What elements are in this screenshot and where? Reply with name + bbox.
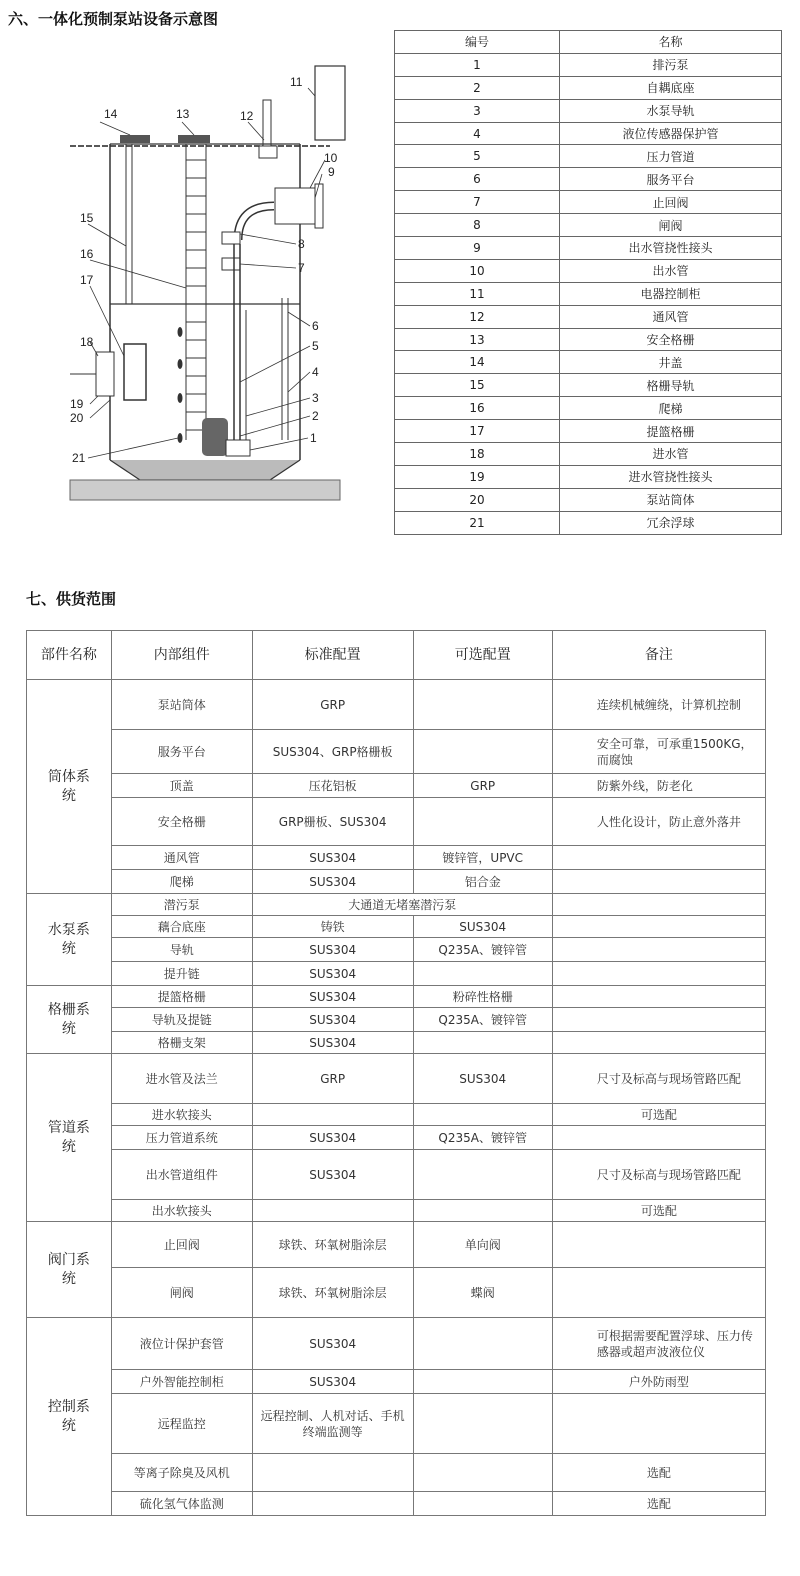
table-row [395, 145, 782, 168]
label-11: 11 [290, 75, 303, 89]
label-5: 5 [312, 339, 319, 353]
label-2: 2 [312, 409, 319, 423]
table-row [395, 76, 782, 99]
remark [552, 1126, 765, 1150]
label-18: 18 [80, 335, 94, 349]
component-name: 硫化氢气体监测 [111, 1492, 252, 1516]
part-name: 泵站筒体 [560, 488, 782, 511]
remark [552, 870, 765, 894]
standard-config: SUS304 [252, 846, 413, 870]
table-row [395, 374, 782, 397]
optional-config [413, 1200, 552, 1222]
label-21: 21 [72, 451, 86, 465]
optional-config: 铝合金 [413, 870, 552, 894]
part-name: 止回阀 [560, 191, 782, 214]
component-name: 泵站筒体 [111, 680, 252, 730]
optional-config [413, 1104, 552, 1126]
remark: 可选配 [552, 1200, 765, 1222]
part-name: 爬梯 [560, 397, 782, 420]
standard-config: SUS304 [252, 1370, 413, 1394]
group-name: 筒体系统 [27, 680, 112, 894]
component-name: 服务平台 [111, 730, 252, 774]
label-6: 6 [312, 319, 319, 333]
standard-config: 铸铁 [252, 916, 413, 938]
parts-header-name: 名称 [560, 31, 782, 54]
component-name: 进水管及法兰 [111, 1054, 252, 1104]
remark: 安全可靠，可承重1500KG，而腐蚀 [552, 730, 765, 774]
standard-config: 大通道无堵塞潜污泵 [252, 894, 552, 916]
standard-config [252, 1454, 413, 1492]
optional-config: GRP [413, 774, 552, 798]
table-row [27, 1370, 766, 1394]
parts-header-number: 编号 [395, 31, 560, 54]
remark [552, 1008, 765, 1032]
pump-station-diagram [60, 60, 350, 520]
component-name: 爬梯 [111, 870, 252, 894]
label-3: 3 [312, 391, 319, 405]
part-number: 18 [395, 443, 560, 466]
standard-config: SUS304 [252, 1032, 413, 1054]
part-number: 1 [395, 53, 560, 76]
component-name: 液位计保护套管 [111, 1318, 252, 1370]
label-17: 17 [80, 273, 94, 287]
optional-config [413, 962, 552, 986]
remark [552, 1394, 765, 1454]
table-row [395, 191, 782, 214]
part-number: 12 [395, 305, 560, 328]
remark: 可根据需要配置浮球、压力传感器或超声波液位仪 [552, 1318, 765, 1370]
table-row [395, 443, 782, 466]
remark: 防紫外线，防老化 [552, 774, 765, 798]
component-name: 止回阀 [111, 1222, 252, 1268]
table-row [27, 798, 766, 846]
table-row [27, 1104, 766, 1126]
optional-config [413, 1454, 552, 1492]
label-19: 19 [70, 397, 84, 411]
component-name: 闸阀 [111, 1268, 252, 1318]
optional-config [413, 1370, 552, 1394]
table-row [27, 870, 766, 894]
table-row [27, 680, 766, 730]
section-6-title: 六、一体化预制泵站设备示意图 [8, 10, 219, 28]
supply-header-cell: 可选配置 [413, 631, 552, 680]
remark: 人性化设计，防止意外落井 [552, 798, 765, 846]
optional-config [413, 1492, 552, 1516]
remark [552, 1222, 765, 1268]
standard-config: GRP [252, 1054, 413, 1104]
label-9: 9 [328, 165, 335, 179]
remark [552, 894, 765, 916]
standard-config: SUS304 [252, 986, 413, 1008]
table-row [27, 938, 766, 962]
table-row [27, 846, 766, 870]
table-row [27, 986, 766, 1008]
table-row [395, 53, 782, 76]
optional-config [413, 1318, 552, 1370]
component-name: 安全格栅 [111, 798, 252, 846]
standard-config: 远程控制、人机对话、手机终端监测等 [252, 1394, 413, 1454]
optional-config: Q235A、镀锌管 [413, 1126, 552, 1150]
table-row [395, 488, 782, 511]
part-name: 出水管挠性接头 [560, 237, 782, 260]
table-row [27, 1222, 766, 1268]
part-number: 20 [395, 488, 560, 511]
part-number: 13 [395, 328, 560, 351]
table-row [395, 397, 782, 420]
optional-config: 单向阀 [413, 1222, 552, 1268]
part-name: 压力管道 [560, 145, 782, 168]
standard-config: SUS304 [252, 1318, 413, 1370]
part-name: 自耦底座 [560, 76, 782, 99]
standard-config: SUS304 [252, 938, 413, 962]
standard-config [252, 1200, 413, 1222]
label-16: 16 [80, 247, 94, 261]
supply-header-row [27, 631, 766, 680]
part-number: 10 [395, 259, 560, 282]
component-name: 出水管道组件 [111, 1150, 252, 1200]
table-row [27, 1032, 766, 1054]
optional-config [413, 798, 552, 846]
remark [552, 986, 765, 1008]
standard-config: GRP [252, 680, 413, 730]
table-row [395, 99, 782, 122]
remark [552, 1268, 765, 1318]
remark [552, 846, 765, 870]
table-row [27, 1054, 766, 1104]
remark [552, 962, 765, 986]
component-name: 等离子除臭及风机 [111, 1454, 252, 1492]
group-name: 水泵系统 [27, 894, 112, 986]
standard-config: 压花铝板 [252, 774, 413, 798]
remark: 选配 [552, 1454, 765, 1492]
table-row [395, 351, 782, 374]
optional-config [413, 730, 552, 774]
label-8: 8 [298, 237, 305, 251]
standard-config: SUS304、GRP格栅板 [252, 730, 413, 774]
part-name: 服务平台 [560, 168, 782, 191]
table-row [395, 511, 782, 534]
part-number: 17 [395, 420, 560, 443]
table-row [27, 916, 766, 938]
component-name: 户外智能控制柜 [111, 1370, 252, 1394]
remark: 连续机械缠绕，计算机控制 [552, 680, 765, 730]
component-name: 格栅支架 [111, 1032, 252, 1054]
component-name: 压力管道系统 [111, 1126, 252, 1150]
optional-config: 蝶阀 [413, 1268, 552, 1318]
standard-config [252, 1492, 413, 1516]
component-name: 导轨 [111, 938, 252, 962]
table-row [27, 1492, 766, 1516]
table-row [395, 465, 782, 488]
standard-config: SUS304 [252, 962, 413, 986]
part-number: 8 [395, 214, 560, 237]
table-row [395, 282, 782, 305]
label-4: 4 [312, 365, 319, 379]
component-name: 远程监控 [111, 1394, 252, 1454]
group-name: 阀门系统 [27, 1222, 112, 1318]
optional-config [413, 1394, 552, 1454]
table-row [27, 730, 766, 774]
part-name: 水泵导轨 [560, 99, 782, 122]
label-13: 13 [176, 107, 190, 121]
remark: 户外防雨型 [552, 1370, 765, 1394]
part-number: 4 [395, 122, 560, 145]
standard-config: SUS304 [252, 1008, 413, 1032]
part-name: 闸阀 [560, 214, 782, 237]
group-name: 控制系统 [27, 1318, 112, 1516]
part-number: 11 [395, 282, 560, 305]
optional-config: Q235A、镀锌管 [413, 938, 552, 962]
part-name: 冗余浮球 [560, 511, 782, 534]
group-name: 格栅系统 [27, 986, 112, 1054]
table-row [27, 1150, 766, 1200]
part-number: 9 [395, 237, 560, 260]
remark: 可选配 [552, 1104, 765, 1126]
table-row [395, 420, 782, 443]
part-number: 16 [395, 397, 560, 420]
part-number: 3 [395, 99, 560, 122]
standard-config: SUS304 [252, 870, 413, 894]
label-7: 7 [298, 261, 305, 275]
component-name: 出水软接头 [111, 1200, 252, 1222]
part-number: 14 [395, 351, 560, 374]
part-number: 6 [395, 168, 560, 191]
part-number: 7 [395, 191, 560, 214]
remark: 选配 [552, 1492, 765, 1516]
standard-config: SUS304 [252, 1126, 413, 1150]
optional-config: SUS304 [413, 1054, 552, 1104]
component-name: 提篮格栅 [111, 986, 252, 1008]
table-row [27, 774, 766, 798]
standard-config [252, 1104, 413, 1126]
supply-header-cell: 部件名称 [27, 631, 112, 680]
part-name: 出水管 [560, 259, 782, 282]
part-name: 提篮格栅 [560, 420, 782, 443]
table-row [27, 962, 766, 986]
part-number: 5 [395, 145, 560, 168]
standard-config: 球铁、环氧树脂涂层 [252, 1268, 413, 1318]
component-name: 顶盖 [111, 774, 252, 798]
component-name: 提升链 [111, 962, 252, 986]
table-row [395, 237, 782, 260]
component-name: 通风管 [111, 846, 252, 870]
table-row [395, 328, 782, 351]
table-row [395, 122, 782, 145]
part-name: 进水管 [560, 443, 782, 466]
table-row [27, 1126, 766, 1150]
part-number: 19 [395, 465, 560, 488]
table-row [395, 168, 782, 191]
parts-header-row [395, 31, 782, 54]
label-10: 10 [324, 151, 338, 165]
remark [552, 1032, 765, 1054]
remark [552, 916, 765, 938]
table-row [27, 894, 766, 916]
table-row [395, 214, 782, 237]
standard-config: GRP栅板、SUS304 [252, 798, 413, 846]
standard-config: SUS304 [252, 1150, 413, 1200]
label-1: 1 [310, 431, 317, 445]
component-name: 导轨及提链 [111, 1008, 252, 1032]
supply-header-cell: 内部组件 [111, 631, 252, 680]
remark: 尺寸及标高与现场管路匹配 [552, 1150, 765, 1200]
label-15: 15 [80, 211, 94, 225]
remark: 尺寸及标高与现场管路匹配 [552, 1054, 765, 1104]
component-name: 进水软接头 [111, 1104, 252, 1126]
component-name: 潜污泵 [111, 894, 252, 916]
table-row [395, 259, 782, 282]
table-row [27, 1394, 766, 1454]
optional-config [413, 1150, 552, 1200]
table-row [27, 1318, 766, 1370]
component-name: 藕合底座 [111, 916, 252, 938]
optional-config [413, 1032, 552, 1054]
label-20: 20 [70, 411, 84, 425]
part-name: 液位传感器保护管 [560, 122, 782, 145]
part-name: 电器控制柜 [560, 282, 782, 305]
table-row [27, 1008, 766, 1032]
group-name: 管道系统 [27, 1054, 112, 1222]
part-name: 排污泵 [560, 53, 782, 76]
part-number: 21 [395, 511, 560, 534]
label-14: 14 [104, 107, 118, 121]
part-name: 井盖 [560, 351, 782, 374]
standard-config: 球铁、环氧树脂涂层 [252, 1222, 413, 1268]
optional-config: Q235A、镀锌管 [413, 1008, 552, 1032]
part-name: 安全格栅 [560, 328, 782, 351]
supply-header-cell: 备注 [552, 631, 765, 680]
label-12: 12 [240, 109, 254, 123]
part-name: 格栅导轨 [560, 374, 782, 397]
optional-config [413, 680, 552, 730]
part-name: 进水管挠性接头 [560, 465, 782, 488]
section-7-title: 七、供货范围 [26, 590, 117, 608]
supply-table [26, 630, 766, 1516]
parts-table [394, 30, 782, 535]
table-row [395, 305, 782, 328]
table-row [27, 1200, 766, 1222]
optional-config: SUS304 [413, 916, 552, 938]
optional-config: 粉碎性格栅 [413, 986, 552, 1008]
part-name: 通风管 [560, 305, 782, 328]
supply-header-cell: 标准配置 [252, 631, 413, 680]
optional-config: 镀锌管，UPVC [413, 846, 552, 870]
table-row [27, 1268, 766, 1318]
table-row [27, 1454, 766, 1492]
remark [552, 938, 765, 962]
part-number: 2 [395, 76, 560, 99]
part-number: 15 [395, 374, 560, 397]
